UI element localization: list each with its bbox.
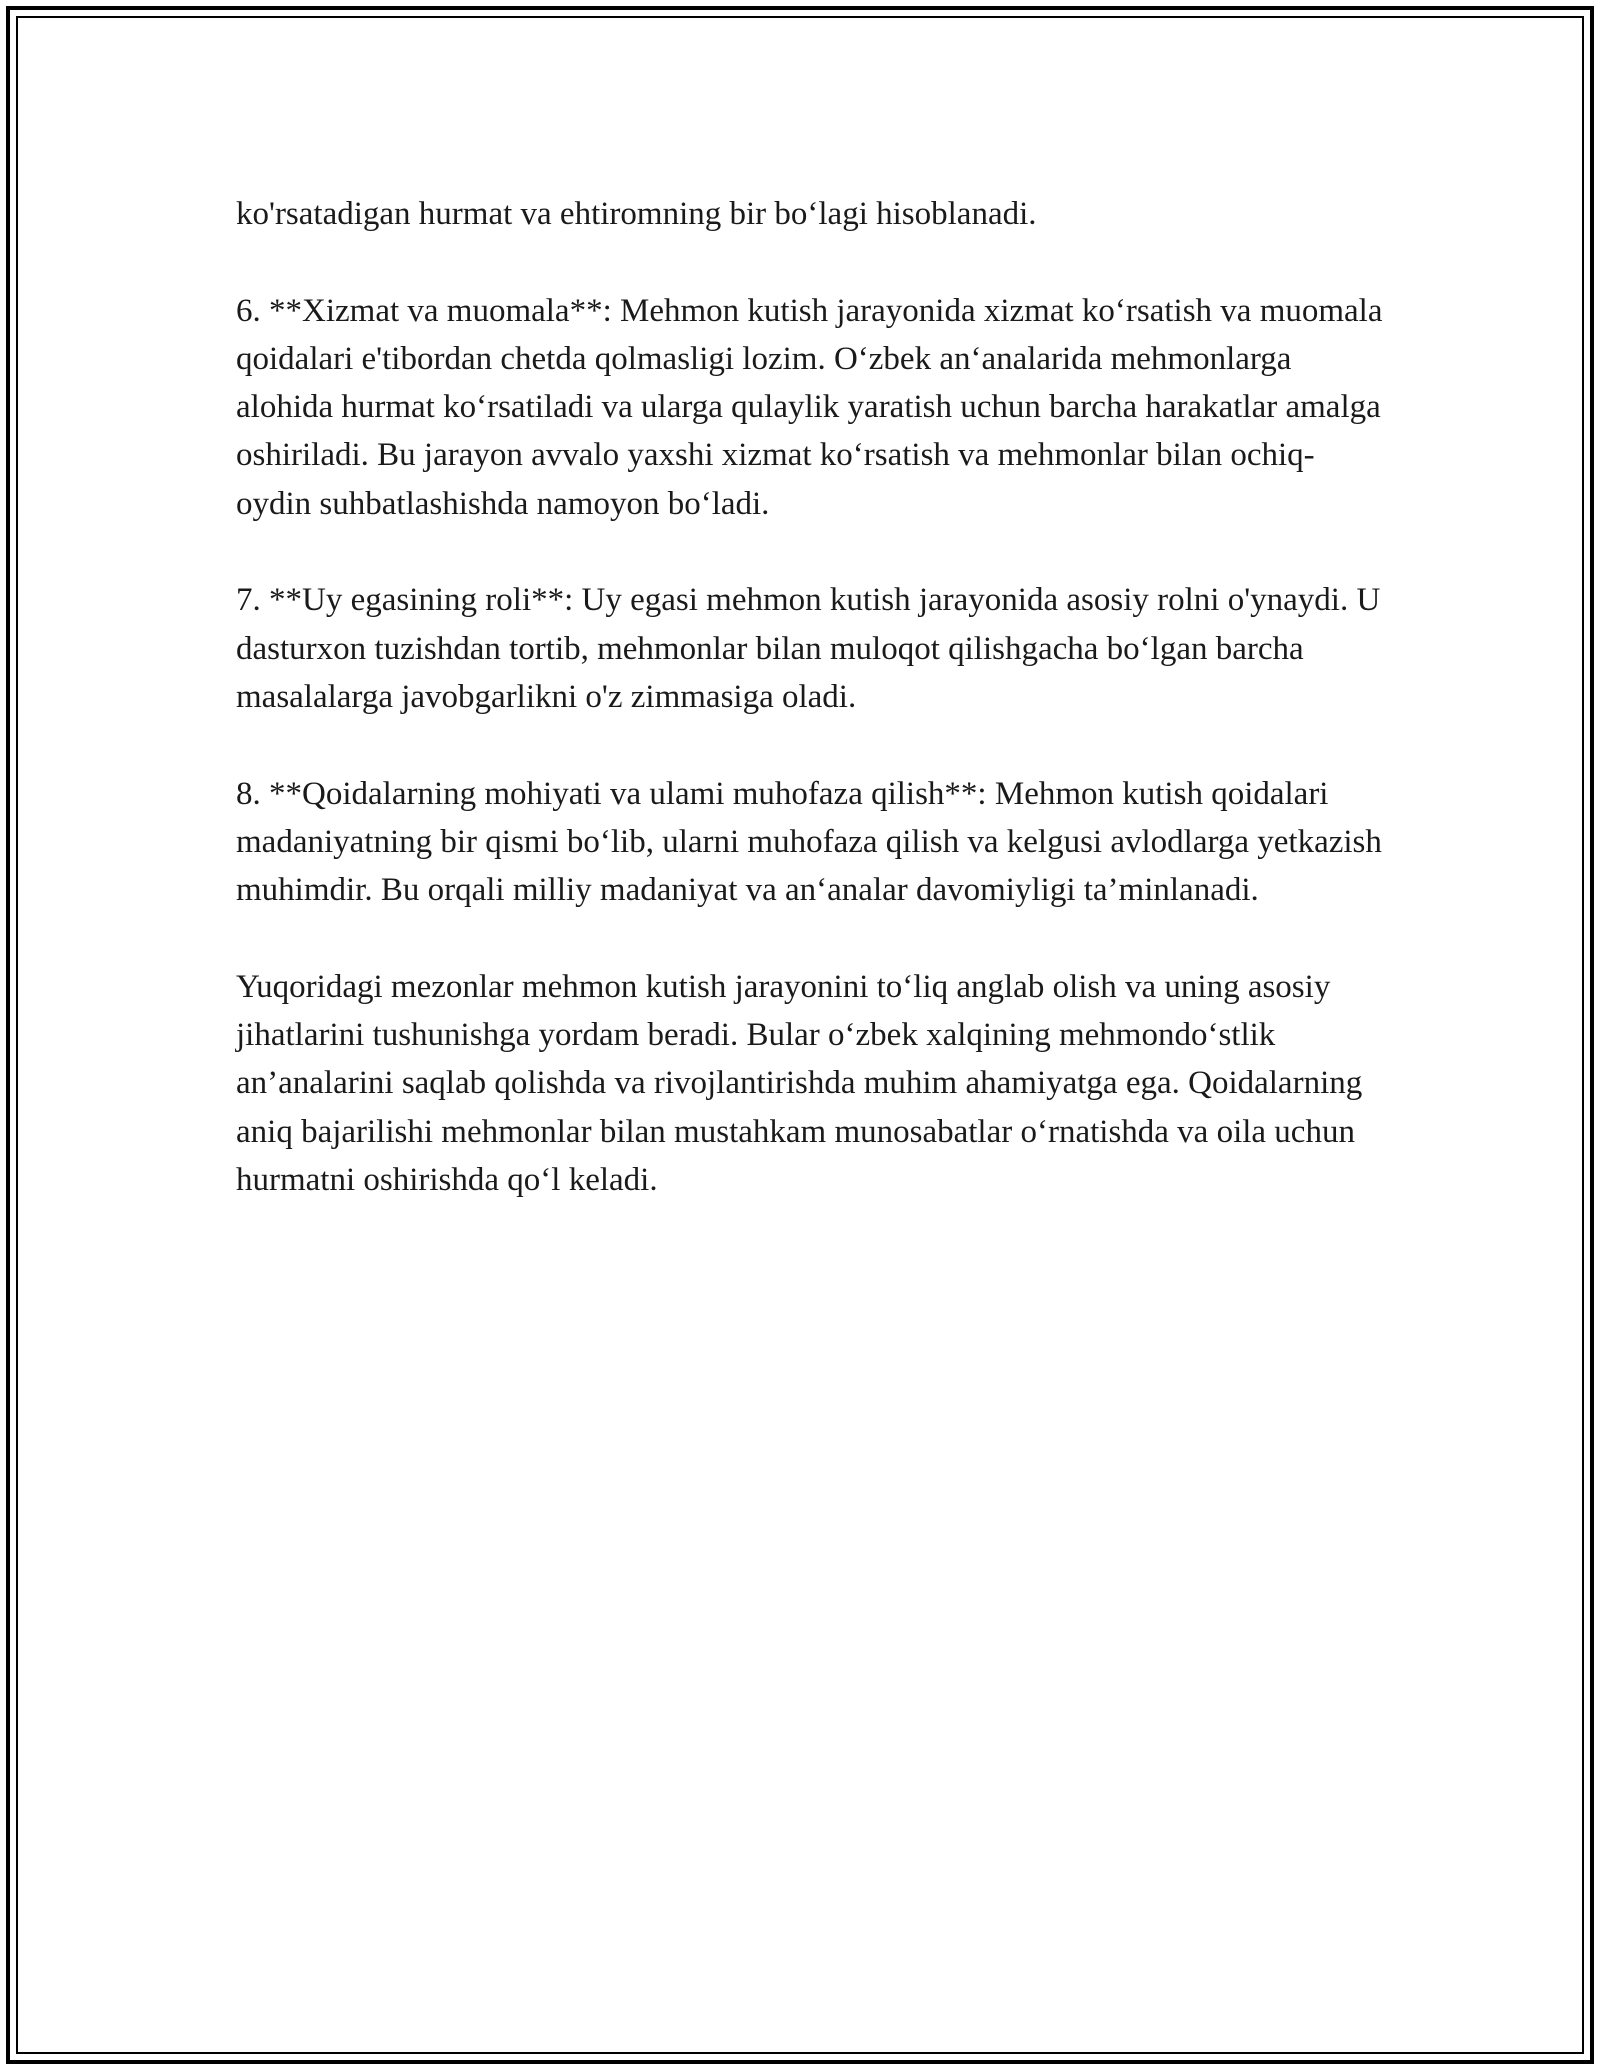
- paragraph-rules-essence: 8. **Qoidalarning mohiyati va ulami muhofaza qilish**: Mehmon kutish qoidalari madaniyatning bir qismi bo‘lib, ularni muhofaza qilish va kelgusi avlodlarga yetkazish muhimdir. Bu orqali milliy madaniyat va an‘analar davomiyligi ta’minlanadi.: [236, 775, 1382, 909]
- paragraph-host-role: 7. **Uy egasining roli**: Uy egasi mehmon kutish jarayonida asosiy rolni o'ynaydi. U dasturxon tuzishdan tortib, mehmonlar bilan muloqot qilishgacha bo‘lgan barcha masalalarga javobgarlikni o'z zimmasiga oladi.: [236, 582, 1381, 715]
- document-body: [236, 190, 1386, 1253]
- paragraph-service-and-conduct: 6. **Xizmat va muomala**: Mehmon kutish jarayonida xizmat ko‘rsatish va muomala qoidalari e'tibordan chetda qolmasligi lozim. O‘zbek an‘analarida mehmonlarga alohida hurmat ko‘rsatiladi va ularga qulaylik yaratish uchun barcha harakatlar amalga oshiriladi. Bu jarayon avvalo yaxshi xizmat ko‘rsatish va mehmonlar bilan ochiq-oydin suhbatlashishda namoyon bo‘ladi.: [236, 292, 1383, 522]
- paragraph-continuation: ko'rsatadigan hurmat va ehtiromning bir bo‘lagi hisoblanadi.: [236, 196, 1037, 232]
- paragraph-conclusion: Yuqoridagi mezonlar mehmon kutish jarayonini to‘liq anglab olish va uning asosiy jihatlarini tushunishga yordam beradi. Bular o‘zbek xalqining mehmondo‘stlik an’analarini saqlab qolishda va rivojlantirishda muhim ahamiyatga ega. Qoidalarning aniq bajarilishi mehmonlar bilan mustahkam munosabatlar o‘rnatishda va oila uchun hurmatni oshirishda qo‘l keladi.: [236, 968, 1363, 1198]
